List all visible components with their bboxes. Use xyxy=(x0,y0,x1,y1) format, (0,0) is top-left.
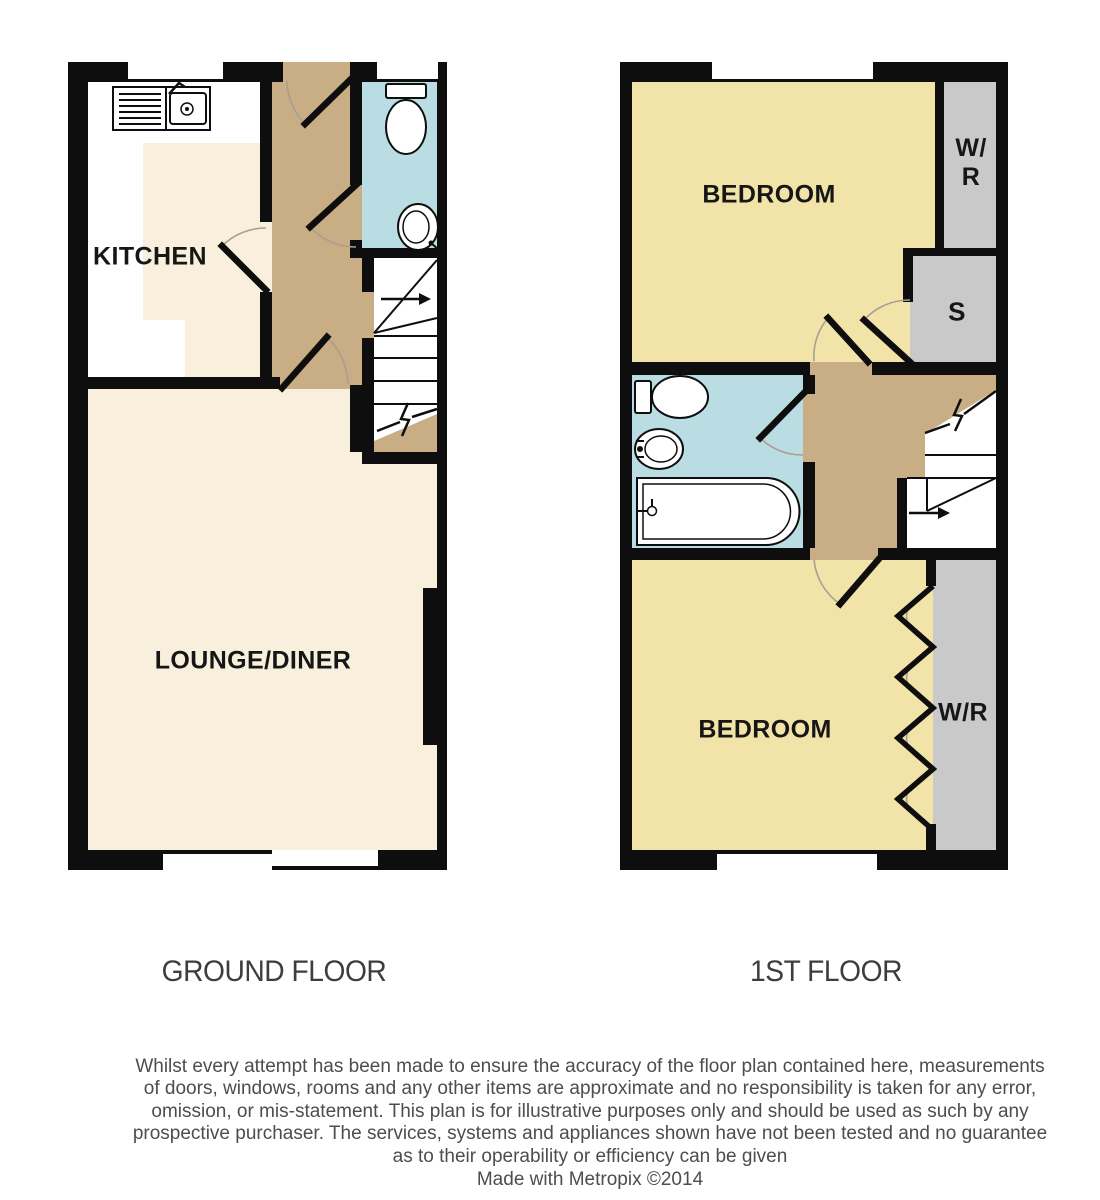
kitchen-label: KITCHEN xyxy=(93,242,207,271)
bedroom-back-label: BEDROOM xyxy=(698,715,832,744)
disclaimer-line: prospective purchaser. The services, systems and appliances shown have not been tested and no guarantee xyxy=(132,1123,1048,1145)
wardrobe-front-label xyxy=(955,134,986,192)
basin-icon xyxy=(635,429,683,469)
basin-icon xyxy=(398,204,439,250)
wardrobe-front-line1: W/ xyxy=(955,134,987,162)
storage-label: S xyxy=(948,296,966,327)
metropix-credit: Made with Metropix ©2014 xyxy=(476,1169,704,1190)
disclaimer-line: Whilst every attempt has been made to ensure the accuracy of the floor plan contained here, measurements xyxy=(135,1056,1045,1077)
bedroom-front-label: BEDROOM xyxy=(702,180,836,209)
wardrobe-back-label: W/R xyxy=(938,698,988,727)
disclaimer-text xyxy=(80,1056,1100,1168)
ground-floor-caption: GROUND FLOOR xyxy=(161,955,387,988)
gf-stairs xyxy=(374,258,437,452)
ground-floor-plan xyxy=(68,62,447,870)
disclaimer-line: omission, or mis-statement. This plan is for illustrative purposes only and should be used as such by any xyxy=(151,1100,1029,1122)
kitchen-sink-icon xyxy=(113,83,210,130)
first-floor-caption: 1ST FLOOR xyxy=(750,955,902,988)
toilet-icon xyxy=(635,376,708,418)
disclaimer-line: of doors, windows, rooms and any other items are approximate and no responsibility is taken for any error, xyxy=(143,1078,1037,1100)
wardrobe-front-line2: R xyxy=(961,163,981,191)
lounge-diner-label: LOUNGE/DINER xyxy=(154,646,352,675)
toilet-icon xyxy=(386,84,426,154)
chimney-breast xyxy=(423,588,447,745)
disclaimer-line: as to their operability or efficiency can be given xyxy=(392,1145,788,1167)
gf-wc xyxy=(362,82,439,250)
bathtub-icon xyxy=(637,478,799,545)
